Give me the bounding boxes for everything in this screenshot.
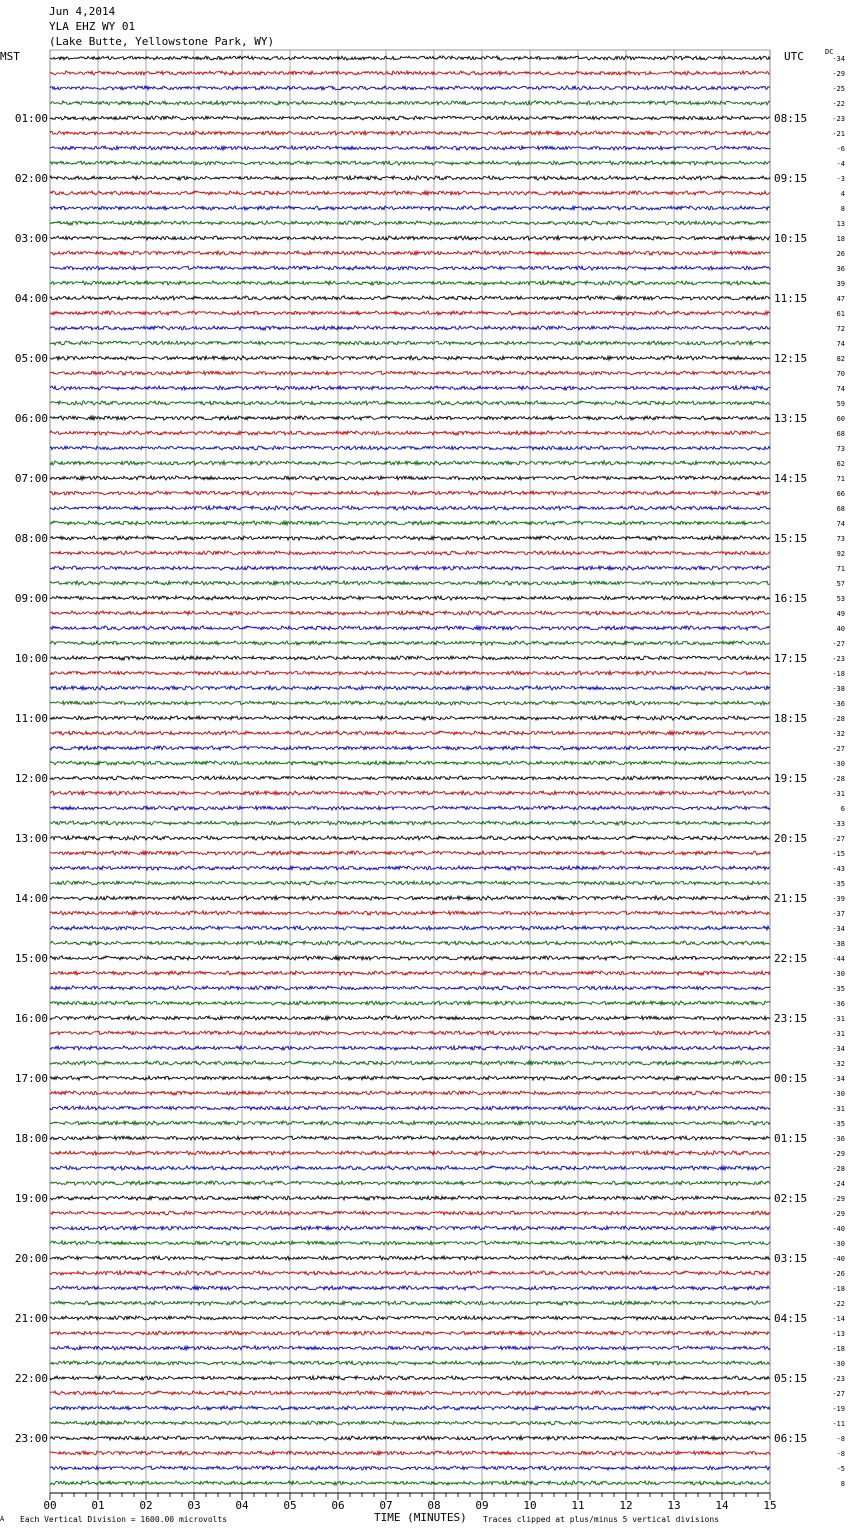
seismic-trace (50, 1076, 770, 1080)
seismic-trace (50, 476, 770, 480)
seismic-trace (50, 536, 770, 540)
seismic-trace (50, 296, 770, 300)
dc-offset-label: 72 (836, 325, 845, 333)
time-axis (43, 1493, 776, 1512)
dc-offset-label: 8 (840, 1480, 845, 1488)
dc-offset-label: 57 (836, 580, 845, 588)
hour-label-left: 02:00 (14, 172, 48, 185)
dc-offset-label: -32 (832, 730, 845, 738)
hour-label-left: 20:00 (14, 1252, 48, 1265)
hour-label-left: 04:00 (14, 292, 48, 305)
hour-label-left: 23:00 (14, 1432, 48, 1445)
hour-label-right: 11:15 (774, 292, 808, 305)
hour-label-left: 09:00 (14, 592, 48, 605)
x-tick-label: 03 (187, 1499, 201, 1512)
seismic-trace (50, 596, 770, 600)
left-timezone-label: MST (0, 50, 20, 63)
seismic-trace (50, 416, 770, 420)
seismic-trace (50, 1136, 770, 1140)
seismic-trace (50, 161, 770, 165)
dc-offset-label: 68 (836, 430, 845, 438)
dc-offset-label: 13 (836, 220, 845, 228)
station-location: (Lake Butte, Yellowstone Park, WY) (49, 35, 275, 48)
seismic-trace (50, 341, 770, 345)
seismic-trace (50, 746, 770, 750)
seismic-trace (50, 1346, 770, 1350)
hour-label-right: 10:15 (774, 232, 808, 245)
seismic-trace (50, 401, 770, 405)
x-tick-label: 09 (475, 1499, 489, 1512)
hour-label-left: 19:00 (14, 1192, 48, 1205)
seismic-trace (50, 1451, 770, 1455)
dc-offset-label: 36 (836, 265, 845, 273)
dc-offset-label: -30 (832, 1090, 845, 1098)
dc-offset-label: -35 (832, 985, 845, 993)
dc-offset-label: -3 (836, 175, 845, 183)
trace-layer (50, 56, 770, 1485)
seismic-trace (50, 1376, 770, 1380)
x-tick-label: 15 (763, 1499, 777, 1512)
x-tick-label: 01 (91, 1499, 105, 1512)
hour-label-left: 21:00 (14, 1312, 48, 1325)
seismic-trace (50, 761, 770, 765)
seismic-trace (50, 1031, 770, 1035)
dc-offset-label: 82 (836, 355, 845, 363)
hour-label-right: 05:15 (774, 1372, 808, 1385)
seismic-trace (50, 236, 770, 240)
seismic-trace (50, 1121, 770, 1125)
seismic-trace (50, 806, 770, 810)
dc-offset-label: -24 (832, 1180, 845, 1188)
dc-offset-label: -30 (832, 1240, 845, 1248)
seismic-trace (50, 386, 770, 390)
dc-offset-label: -34 (832, 1045, 845, 1053)
seismic-trace (50, 251, 770, 255)
seismic-trace (50, 956, 770, 960)
dc-offset-label: 73 (836, 535, 845, 543)
x-tick-label: 12 (619, 1499, 633, 1512)
dc-offset-label: -36 (832, 1135, 845, 1143)
seismic-trace (50, 1061, 770, 1065)
seismic-trace (50, 1226, 770, 1230)
dc-offset-label: -35 (832, 1120, 845, 1128)
seismic-trace (50, 506, 770, 510)
dc-offset-label: -43 (832, 865, 845, 873)
dc-offset-label: 71 (836, 475, 845, 483)
hour-label-left: 03:00 (14, 232, 48, 245)
seismic-trace (50, 56, 770, 60)
seismic-trace (50, 1436, 770, 1440)
dc-offset-label: 53 (836, 595, 845, 603)
dc-offset-label: -29 (832, 70, 845, 78)
dc-offset-label: 49 (836, 610, 845, 618)
hour-label-left: 18:00 (14, 1132, 48, 1145)
dc-offset-label: -28 (832, 1165, 845, 1173)
seismic-trace (50, 281, 770, 285)
hour-label-right: 06:15 (774, 1432, 808, 1445)
seismic-trace (50, 1106, 770, 1110)
x-axis-title: TIME (MINUTES) (374, 1511, 467, 1524)
x-tick-label: 14 (715, 1499, 729, 1512)
hour-label-left: 17:00 (14, 1072, 48, 1085)
hour-label-left: 11:00 (14, 712, 48, 725)
dc-offset-label: -11 (832, 1420, 845, 1428)
seismic-trace (50, 461, 770, 465)
dc-offset-label: -36 (832, 700, 845, 708)
seismic-trace (50, 911, 770, 915)
dc-offset-label: -30 (832, 760, 845, 768)
dc-offset-label: -28 (832, 715, 845, 723)
corner-mark: A (0, 1515, 5, 1523)
seismic-trace (50, 146, 770, 150)
seismic-trace (50, 371, 770, 375)
hour-label-right: 08:15 (774, 112, 808, 125)
dc-offset-label: -31 (832, 1015, 845, 1023)
x-tick-label: 08 (427, 1499, 441, 1512)
seismic-trace (50, 116, 770, 120)
dc-offset-header: DC (825, 48, 834, 56)
seismic-trace (50, 221, 770, 225)
dc-offset-label: -8 (836, 1450, 845, 1458)
hour-label-left: 14:00 (14, 892, 48, 905)
seismic-trace (50, 971, 770, 975)
hour-label-right: 22:15 (774, 952, 808, 965)
dc-offset-label: -8 (836, 1435, 845, 1443)
dc-offset-label: -5 (836, 1465, 845, 1473)
dc-offset-label: -36 (832, 1000, 845, 1008)
x-tick-label: 11 (571, 1499, 585, 1512)
hour-label-right: 02:15 (774, 1192, 808, 1205)
dc-offset-label: 40 (836, 625, 845, 633)
hour-label-right: 04:15 (774, 1312, 808, 1325)
seismic-trace (50, 1181, 770, 1185)
hour-label-right: 13:15 (774, 412, 808, 425)
dc-offset-label: -27 (832, 1390, 845, 1398)
seismic-trace (50, 551, 770, 555)
dc-offset-label: -27 (832, 835, 845, 843)
dc-offset-label: -37 (832, 910, 845, 918)
hour-label-right: 12:15 (774, 352, 808, 365)
dc-offset-label: -31 (832, 790, 845, 798)
seismic-trace (50, 1016, 770, 1020)
dc-offset-label: -23 (832, 115, 845, 123)
seismic-trace (50, 1211, 770, 1215)
hour-label-right: 19:15 (774, 772, 808, 785)
seismic-trace (50, 941, 770, 945)
seismic-trace (50, 611, 770, 615)
seismic-trace (50, 1001, 770, 1005)
x-tick-label: 05 (283, 1499, 297, 1512)
seismic-trace (50, 1331, 770, 1335)
hour-label-right: 16:15 (774, 592, 808, 605)
dc-offset-label: -34 (832, 1075, 845, 1083)
dc-offset-label: -31 (832, 1105, 845, 1113)
seismic-trace (50, 821, 770, 825)
dc-offset-label: -38 (832, 940, 845, 948)
seismic-trace (50, 1421, 770, 1425)
hour-label-right: 18:15 (774, 712, 808, 725)
seismic-trace (50, 1286, 770, 1290)
seismic-trace (50, 1361, 770, 1365)
dc-offset-label: -39 (832, 895, 845, 903)
dc-offset-label: -25 (832, 85, 845, 93)
dc-offset-label: -29 (832, 1195, 845, 1203)
x-tick-label: 07 (379, 1499, 393, 1512)
dc-offset-label: 71 (836, 565, 845, 573)
dc-offset-label: -32 (832, 1060, 845, 1068)
dc-offset-label: 18 (836, 235, 845, 243)
hour-label-left: 06:00 (14, 412, 48, 425)
seismic-trace (50, 1466, 770, 1470)
dc-offset-label: -22 (832, 1300, 845, 1308)
hour-label-right: 01:15 (774, 1132, 808, 1145)
dc-offset-label: -27 (832, 745, 845, 753)
seismic-trace (50, 1241, 770, 1245)
seismic-trace (50, 1271, 770, 1275)
seismic-trace (50, 641, 770, 645)
x-tick-label: 00 (43, 1499, 57, 1512)
dc-offset-label: -29 (832, 1210, 845, 1218)
hour-label-left: 22:00 (14, 1372, 48, 1385)
seismic-trace (50, 1196, 770, 1200)
seismic-trace (50, 1046, 770, 1050)
seismic-trace (50, 131, 770, 135)
dc-offset-label: 39 (836, 280, 845, 288)
seismic-trace (50, 101, 770, 105)
dc-offset-label: 73 (836, 445, 845, 453)
x-tick-label: 02 (139, 1499, 153, 1512)
seismic-trace (50, 671, 770, 675)
hour-label-left: 08:00 (14, 532, 48, 545)
dc-offset-label: 74 (836, 385, 845, 393)
seismic-trace (50, 986, 770, 990)
dc-offset-label: -19 (832, 1405, 845, 1413)
dc-offset-label: -21 (832, 130, 845, 138)
dc-offset-label: 8 (840, 205, 845, 213)
hour-label-right: 14:15 (774, 472, 808, 485)
hour-label-left: 07:00 (14, 472, 48, 485)
seismic-trace (50, 791, 770, 795)
dc-offset-label: -44 (832, 955, 845, 963)
right-timezone-label: UTC (784, 50, 804, 63)
scale-note: Each Vertical Division = 1600.00 microvolts (20, 1515, 228, 1524)
hour-label-left: 12:00 (14, 772, 48, 785)
chart-date: Jun 4,2014 (49, 5, 116, 18)
dc-offset-label: -23 (832, 1375, 845, 1383)
hour-label-right: 23:15 (774, 1012, 808, 1025)
seismic-trace (50, 881, 770, 885)
hour-label-left: 10:00 (14, 652, 48, 665)
seismic-trace (50, 86, 770, 90)
dc-offset-label: -27 (832, 640, 845, 648)
seismic-trace (50, 431, 770, 435)
dc-offset-label: 61 (836, 310, 845, 318)
hour-label-left: 15:00 (14, 952, 48, 965)
dc-offset-label: -23 (832, 655, 845, 663)
x-tick-label: 04 (235, 1499, 249, 1512)
x-tick-label: 06 (331, 1499, 345, 1512)
dc-offset-label: -18 (832, 670, 845, 678)
x-tick-label: 10 (523, 1499, 537, 1512)
seismic-trace (50, 656, 770, 660)
seismic-trace (50, 626, 770, 630)
seismic-trace (50, 1481, 770, 1485)
dc-offset-label: 26 (836, 250, 845, 258)
station-id: YLA EHZ WY 01 (49, 20, 136, 33)
hour-label-right: 03:15 (774, 1252, 808, 1265)
dc-offset-label: -30 (832, 1360, 845, 1368)
dc-offset-label: 60 (836, 415, 845, 423)
dc-offset-label: -29 (832, 1150, 845, 1158)
seismic-trace (50, 1406, 770, 1410)
seismic-trace (50, 206, 770, 210)
seismic-trace (50, 716, 770, 720)
seismic-trace (50, 356, 770, 360)
hour-label-right: 09:15 (774, 172, 808, 185)
seismic-trace (50, 1166, 770, 1170)
hour-label-right: 00:15 (774, 1072, 808, 1085)
seismic-trace (50, 686, 770, 690)
hour-label-left: 16:00 (14, 1012, 48, 1025)
seismic-trace (50, 776, 770, 780)
dc-offset-label: -34 (832, 925, 845, 933)
seismic-trace (50, 1301, 770, 1305)
dc-offset-label: 74 (836, 340, 845, 348)
hour-label-right: 21:15 (774, 892, 808, 905)
hour-label-right: 15:15 (774, 532, 808, 545)
dc-offset-label: 74 (836, 520, 845, 528)
dc-offset-label: -28 (832, 775, 845, 783)
dc-offset-label: 92 (836, 550, 845, 558)
seismic-trace (50, 701, 770, 705)
seismic-trace (50, 1256, 770, 1260)
seismic-trace (50, 1091, 770, 1095)
seismic-trace (50, 71, 770, 75)
dc-offset-label: -15 (832, 850, 845, 858)
dc-offset-label: -35 (832, 880, 845, 888)
dc-offset-label: -40 (832, 1225, 845, 1233)
seismic-trace (50, 176, 770, 180)
seismic-trace (50, 896, 770, 900)
dc-offset-label: 6 (840, 805, 845, 813)
hour-label-left: 13:00 (14, 832, 48, 845)
dc-offset-label: -33 (832, 820, 845, 828)
seismic-trace (50, 866, 770, 870)
clip-note: Traces clipped at plus/minus 5 vertical divisions (483, 1515, 720, 1524)
seismic-trace (50, 926, 770, 930)
seismic-trace (50, 446, 770, 450)
x-tick-label: 13 (667, 1499, 681, 1512)
hour-label-right: 20:15 (774, 832, 808, 845)
dc-offset-label: -31 (832, 1030, 845, 1038)
dc-offset-label: -4 (836, 160, 845, 168)
hour-label-left: 05:00 (14, 352, 48, 365)
dc-offset-label: 4 (840, 190, 845, 198)
dc-offset-label: 70 (836, 370, 845, 378)
seismic-trace (50, 1316, 770, 1320)
seismic-trace (50, 191, 770, 195)
seismic-trace (50, 326, 770, 330)
seismic-trace (50, 1391, 770, 1395)
seismic-trace (50, 581, 770, 585)
seismic-trace (50, 836, 770, 840)
dc-offset-label: -6 (836, 145, 845, 153)
seismic-trace (50, 1151, 770, 1155)
dc-offset-label: 66 (836, 490, 845, 498)
dc-offset-label: -26 (832, 1270, 845, 1278)
dc-offset-label: 62 (836, 460, 845, 468)
seismic-trace (50, 731, 770, 735)
hour-label-right: 17:15 (774, 652, 808, 665)
dc-offset-label: -30 (832, 970, 845, 978)
hour-label-left: 01:00 (14, 112, 48, 125)
dc-offset-label: -18 (832, 1345, 845, 1353)
dc-offset-label: -22 (832, 100, 845, 108)
dc-offset-label: -18 (832, 1285, 845, 1293)
dc-offset-label: -13 (832, 1330, 845, 1338)
seismic-trace (50, 311, 770, 315)
seismic-trace (50, 491, 770, 495)
seismic-trace (50, 266, 770, 270)
dc-offset-label: -14 (832, 1315, 845, 1323)
dc-offset-label: -38 (832, 685, 845, 693)
dc-offset-label: -40 (832, 1255, 845, 1263)
seismic-trace (50, 566, 770, 570)
seismic-trace (50, 521, 770, 525)
dc-offset-label: 68 (836, 505, 845, 513)
dc-offset-label: 59 (836, 400, 845, 408)
seismic-trace (50, 851, 770, 855)
dc-offset-label: -34 (832, 55, 845, 63)
dc-offset-label: 47 (836, 295, 845, 303)
